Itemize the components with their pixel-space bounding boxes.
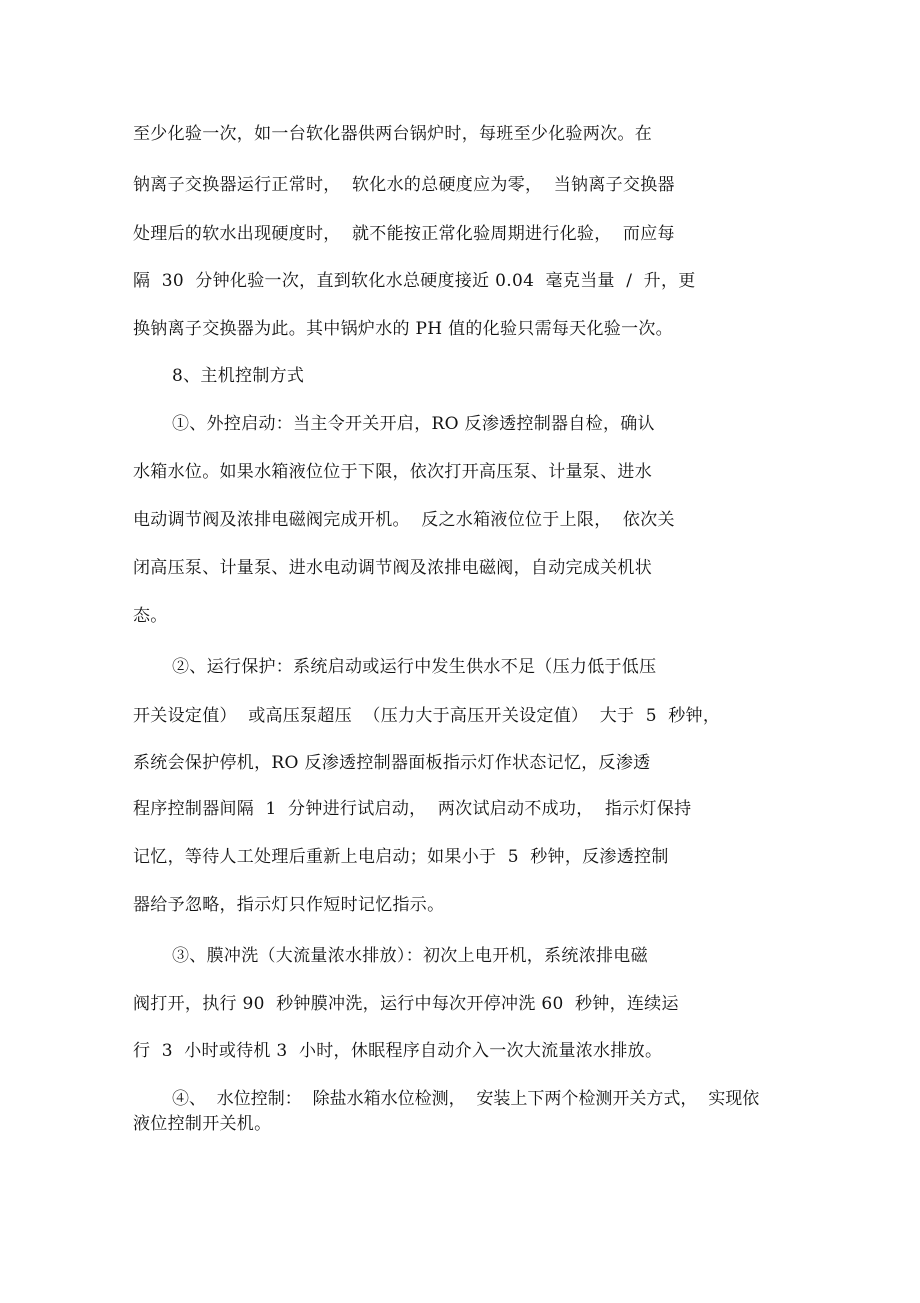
text-line: 钠离子交换器运行正常时， 软化水的总硬度应为零， 当钠离子交换器 [133, 175, 675, 195]
text-line: 隔 30 分钟化验一次，直到软化水总硬度接近 0.04 毫克当量 / 升，更 [133, 271, 696, 291]
text-line: 器给予忽略，指示灯只作短时记忆指示。 [133, 895, 445, 915]
text-line: 程序控制器间隔 1 分钟进行试启动， 两次试启动不成功， 指示灯保持 [133, 799, 692, 819]
text-line: 水箱水位。如果水箱液位位于下限，依次打开高压泵、计量泵、进水 [133, 462, 652, 482]
text-line: ②、运行保护：系统启动或运行中发生供水不足（压力低于低压 [172, 657, 657, 677]
text-line: ①、外控启动：当主令开关开启，RO 反渗透控制器自检，确认 [172, 414, 655, 434]
text-line: 阀打开，执行 90 秒钟膜冲洗，运行中每次开停冲洗 60 秒钟，连续运 [133, 994, 679, 1014]
text-line: ③、膜冲洗（大流量浓水排放）：初次上电开机，系统浓排电磁 [172, 946, 648, 966]
text-line: 至少化验一次，如一台软化器供两台锅炉时，每班至少化验两次。在 [133, 124, 652, 144]
text-line: 液位控制开关机。 [133, 1114, 272, 1134]
text-line: 换钠离子交换器为此。其中锅炉水的 PH 值的化验只需每天化验一次。 [133, 319, 673, 339]
text-line: 态。 [133, 606, 168, 626]
text-line: 记忆，等待人工处理后重新上电启动；如果小于 5 秒钟，反渗透控制 [133, 847, 669, 867]
text-line: 处理后的软水出现硬度时， 就不能按正常化验周期进行化验， 而应每 [133, 224, 675, 244]
text-line: ④、 水位控制： 除盐水箱水位检测， 安装上下两个检测开关方式， 实现依 [172, 1089, 760, 1109]
text-line: 电动调节阀及浓排电磁阀完成开机。 反之水箱液位位于上限， 依次关 [133, 510, 675, 530]
text-line: 开关设定值） 或高压泵超压 （压力大于高压开关设定值） 大于 5 秒钟， [133, 706, 721, 726]
text-line: 闭高压泵、计量泵、进水电动调节阀及浓排电磁阀，自动完成关机状 [133, 558, 652, 578]
text-line: 行 3 小时或待机 3 小时，休眠程序自动介入一次大流量浓水排放。 [133, 1041, 663, 1061]
text-line: 系统会保护停机，RO 反渗透控制器面板指示灯作状态记忆，反渗透 [133, 753, 651, 773]
section-heading: 8、主机控制方式 [172, 366, 305, 386]
